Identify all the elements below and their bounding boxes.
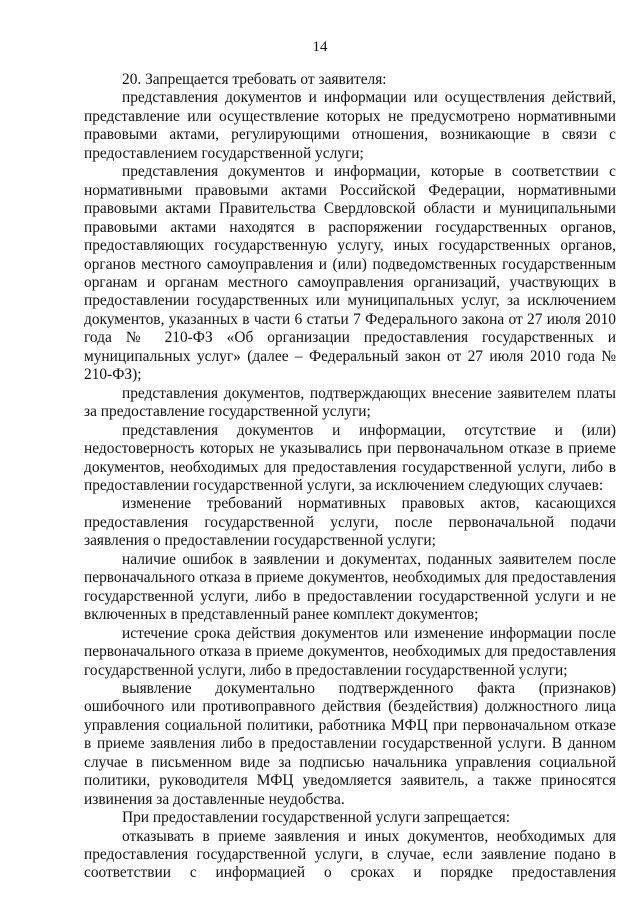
paragraph-case-official-misconduct: выявление документально подтвержденного факта (признаков) ошибочного или противоправного действия (бездействия) должностного лица управления социальной политики, работника МФЦ при первоначальном отказе в приеме заявления либо в предоставлении государственной услуги. В данном случае в письменном виде за подписью начальника управления социальной политики, руководителя МФЦ уведомляется заявитель, а также приносятся извинения за доставленные неудобства. [84,679,616,808]
page-number: 14 [312,39,328,55]
document-body [84,71,616,883]
paragraph-no-extra-documents: представления документов и информации или осуществления действий, представление или осуществление которых не предусмотрено нормативными правовыми актами, регулирующими отношения, возникающие в связи с предоставлением государственной услуги; [84,89,616,162]
paragraph-case-documents-expired: истечение срока действия документов или изменение информации после первоначального отказа в приеме документов, необходимых для предоставления государственной услуги, либо в предоставлении государственной услуги; [84,624,616,679]
paragraph-payment-proof: представления документов, подтверждающих внесение заявителем платы за предоставление государственной услуги; [84,384,616,421]
paragraph-undisclosed-deficiencies: представления документов и информации, отсутствие и (или) недостоверность которых не указывались при первоначальном отказе в приеме документов, необходимых для предоставления государственной услуги, либо в предоставлении государственной услуги, за исключением следующих случаев: [84,421,616,494]
paragraph-documents-held-by-agencies: представления документов и информации, которые в соответствии с нормативными правовыми актами Российской Федерации, нормативными правовыми актами Правительства Свердловской области и муниципальными правовыми актами находятся в распоряжении государственных органов, предоставляющих государственную услугу, иных государственных органов, органов местного самоуправления и (или) подведомственных государственным органам и органам местного самоуправления организаций, участвующих в предоставлении государственных или муниципальных услуг, за исключением документов, указанных в части 6 статьи 7 Федерального закона от 27 июля 2010 года № 210-ФЗ «Об организации предоставления государственных и муниципальных услуг» (далее – Федеральный закон от 27 июля 2010 года № 210-ФЗ); [84,163,616,384]
paragraph-case-errors-in-documents: наличие ошибок в заявлении и документах, поданных заявителем после первоначального отказа в приеме документов, необходимых для предоставления государственной услуги, либо в предоставлении государственной услуги и не включенных в представленный ранее комплект документов; [84,550,616,624]
paragraph-case-regulation-change: изменение требований нормативных правовых актов, касающихся предоставления государственной услуги, после первоначальной подачи заявления о предоставлении государственной услуги; [84,495,616,550]
paragraph-item-20-heading: 20. Запрещается требовать от заявителя: [122,71,387,88]
paragraph-prohibitions-heading: При предоставлении государственной услуги запрещается: [122,809,510,827]
paragraph-refusal-to-accept: отказывать в приеме заявления и иных документов, необходимых для предоставления государственной услуги, в случае, если заявление подано в соответствии с информацией о сроках и порядке предоставления [84,827,616,882]
